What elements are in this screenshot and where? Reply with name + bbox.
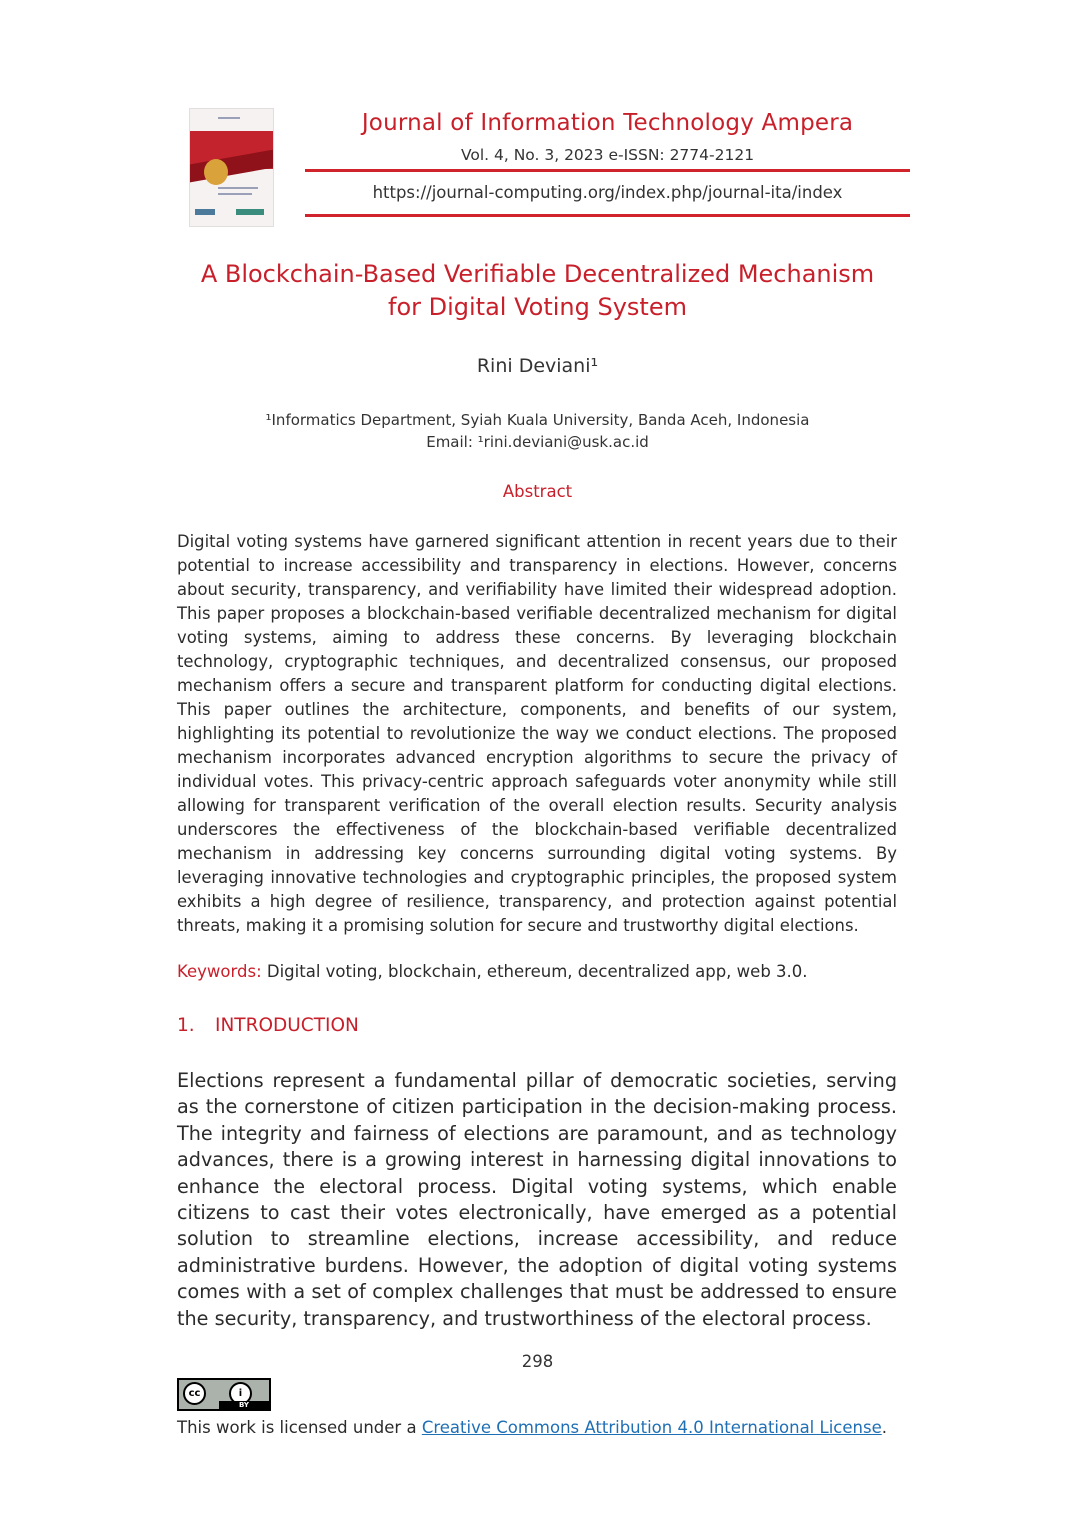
introduction-text: Elections represent a fundamental pillar of democratic societies, serving as the cornerstone of citizen participation in the decision-making process. The integrity and fairness of elections are paramount, and as technology advances, there is a growing interest in harnessing digital innovations to enhance the electoral process. Digital voting systems, which enable citizens to cast their votes electronically, have emerged as a potential solution to streamline elections, increase accessibility, and reduce administrative burdens. However, the adoption of digital voting systems comes with a set of complex challenges that must be addressed to ensure the security, transparency, and trustworthiness of the electoral process. <box>177 1069 897 1330</box>
license-prefix: This work is licensed under a <box>177 1418 422 1437</box>
abstract-text: Digital voting systems have garnered significant attention in recent years due to their potential to increase accessibility and transparency in elections. However, concerns about security, transparency, and verifiability have limited their widespread adoption. This paper proposes a blockchain-based verifiable decentralized mechanism for digital voting systems, aiming to address these concerns. By leveraging blockchain technology, cryptographic techniques, and decentralized consensus, our proposed mechanism offers a secure and transparent platform for conducting digital elections. This paper outlines the architecture, components, and benefits of our system, highlighting its potential to revolutionize the way we conduct elections. The proposed mechanism incorporates advanced encryption algorithms to secure the privacy of individual votes. This privacy-centric approach safeguards voter anonymity while still allowing for transparent verification of the overall election results. Security analysis underscores the effectiveness of the blockchain-based verifiable decentralized mechanism in addressing key concerns surrounding digital voting systems. By leveraging innovative technologies and cryptographic principles, the proposed system exhibits a high degree of resilience, transparency, and protection against potential threats, making it a promising solution for secure and trustworthy digital elections. <box>177 532 897 935</box>
license-link[interactable]: Creative Commons Attribution 4.0 International License <box>421 1418 882 1437</box>
section-number: 1. <box>177 1015 195 1036</box>
by-label-icon: BY <box>219 1401 269 1409</box>
section-title: INTRODUCTION <box>215 1015 359 1036</box>
license-notice <box>177 1418 937 1437</box>
paper-title-line2: for Digital Voting System <box>388 293 687 321</box>
header-divider-bottom <box>305 214 910 217</box>
journal-title: Journal of Information Technology Ampera <box>361 110 854 136</box>
keywords-text: Digital voting, blockchain, ethereum, decentralized app, web 3.0. <box>261 962 808 981</box>
attribution-person-icon: i <box>229 1382 252 1405</box>
author-name: Rini Deviani¹ <box>476 355 599 377</box>
cc-by-license-icon[interactable] <box>177 1378 271 1411</box>
journal-url[interactable]: https://journal-computing.org/index.php/journal-ita/index <box>372 183 843 202</box>
author-email: Email: ¹rini.deviani@usk.ac.id <box>426 433 649 451</box>
abstract-heading: Abstract <box>502 482 573 501</box>
journal-cover-thumbnail <box>189 108 274 227</box>
affiliation: ¹Informatics Department, Syiah Kuala University, Banda Aceh, Indonesia <box>265 411 810 429</box>
paper-title <box>140 258 935 324</box>
section-heading-introduction <box>177 1015 897 1036</box>
keywords-label: Keywords: <box>177 962 262 981</box>
license-suffix: . <box>881 1418 887 1437</box>
journal-volume-line: Vol. 4, No. 3, 2023 e-ISSN: 2774-2121 <box>460 146 755 164</box>
paper-title-line1: A Blockchain-Based Verifiable Decentralized Mechanism <box>200 260 875 288</box>
affiliation-block <box>140 409 935 453</box>
page-number: 298 <box>521 1352 554 1371</box>
header-divider-top <box>305 169 910 172</box>
keywords <box>177 962 897 981</box>
cc-icon: cc <box>183 1382 206 1405</box>
